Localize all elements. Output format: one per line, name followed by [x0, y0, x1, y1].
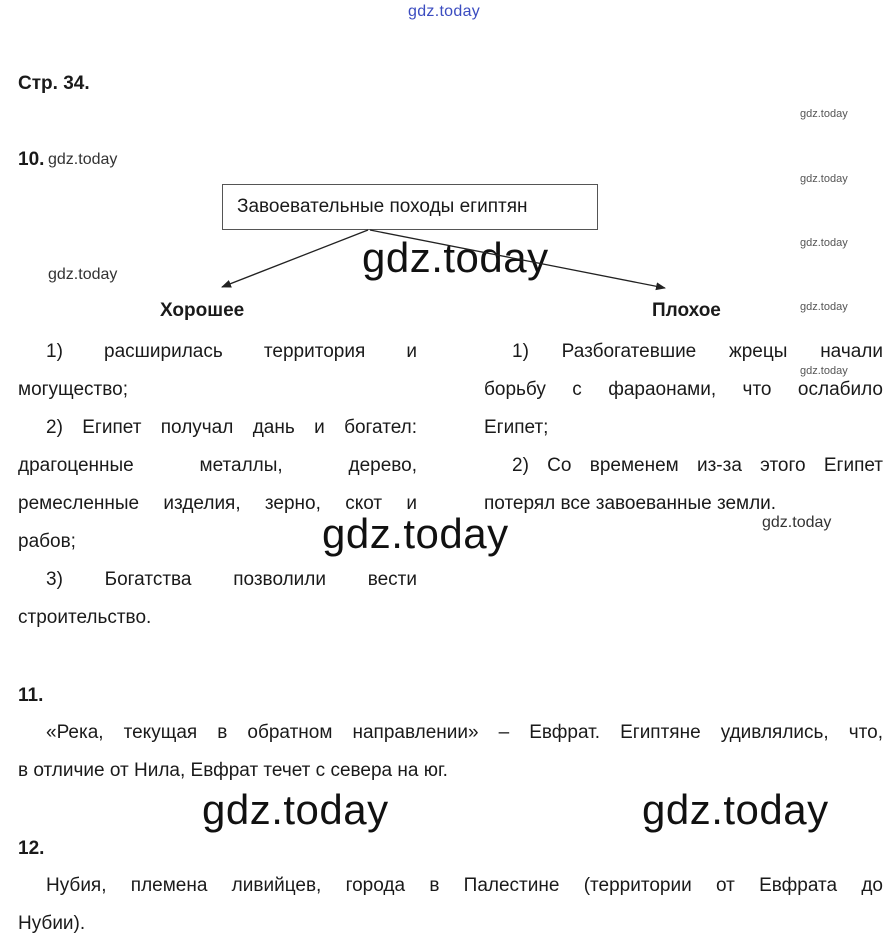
section-12-text	[18, 867, 883, 943]
arrow-right	[370, 230, 665, 288]
section-11-line: «Река, текущая в обратном направлении» – Евфрат. Египтяне удивлялись, что,	[46, 722, 883, 743]
diagram-title: Завоевательные походы египтян	[237, 196, 528, 217]
bad-line: борьбу с фараонами, что ослабило	[484, 379, 883, 400]
bad-heading: Плохое	[652, 300, 721, 321]
watermark-small: gdz.today	[800, 301, 848, 313]
watermark-big: gdz.today	[202, 786, 389, 833]
watermark-mid: gdz.today	[48, 151, 118, 168]
bad-list	[484, 333, 883, 523]
good-line: ремесленные изделия, зерно, скот и	[18, 493, 417, 514]
good-line: 3) Богатства позволили вести	[46, 569, 417, 590]
watermark-mid: gdz.today	[48, 266, 118, 283]
section-10-number: 10.	[18, 149, 45, 170]
watermark-mid: gdz.today	[762, 514, 832, 531]
good-line: рабов;	[18, 531, 76, 552]
good-line: 2) Египет получал дань и богател:	[46, 417, 417, 438]
good-line: 1) расширилась территория и	[46, 341, 417, 362]
page-reference: Стр. 34.	[18, 73, 90, 94]
watermark-big: gdz.today	[642, 786, 829, 833]
section-11-line: в отличие от Нила, Евфрат течет с севера на юг.	[18, 760, 448, 781]
good-line: драгоценные металлы, дерево,	[18, 455, 417, 476]
watermark-top: gdz.today	[408, 3, 481, 20]
good-heading: Хорошее	[160, 300, 245, 321]
good-line: строительство.	[18, 607, 152, 628]
watermark-big: gdz.today	[322, 510, 509, 557]
bad-line: потерял все завоеванные земли.	[484, 493, 777, 514]
section-11-text	[18, 714, 883, 790]
good-list	[18, 333, 417, 637]
bad-line: 1) Разбогатевшие жрецы начали	[512, 341, 883, 362]
watermark-small: gdz.today	[800, 108, 848, 120]
bad-line: Египет;	[484, 417, 549, 438]
arrow-left	[222, 230, 368, 287]
watermark-big: gdz.today	[362, 234, 549, 281]
good-line: могущество;	[18, 379, 128, 400]
section-12-line: Нубии).	[18, 913, 86, 934]
watermark-small: gdz.today	[800, 237, 848, 249]
bad-line: 2) Со временем из-за этого Египет	[512, 455, 883, 476]
watermark-small: gdz.today	[800, 173, 848, 185]
watermark-small: gdz.today	[800, 365, 848, 377]
section-11-number: 11.	[18, 685, 44, 706]
section-12-number: 12.	[18, 838, 45, 859]
section-12-line: Нубия, племена ливийцев, города в Палестине (территории от Евфрата до	[46, 875, 883, 896]
